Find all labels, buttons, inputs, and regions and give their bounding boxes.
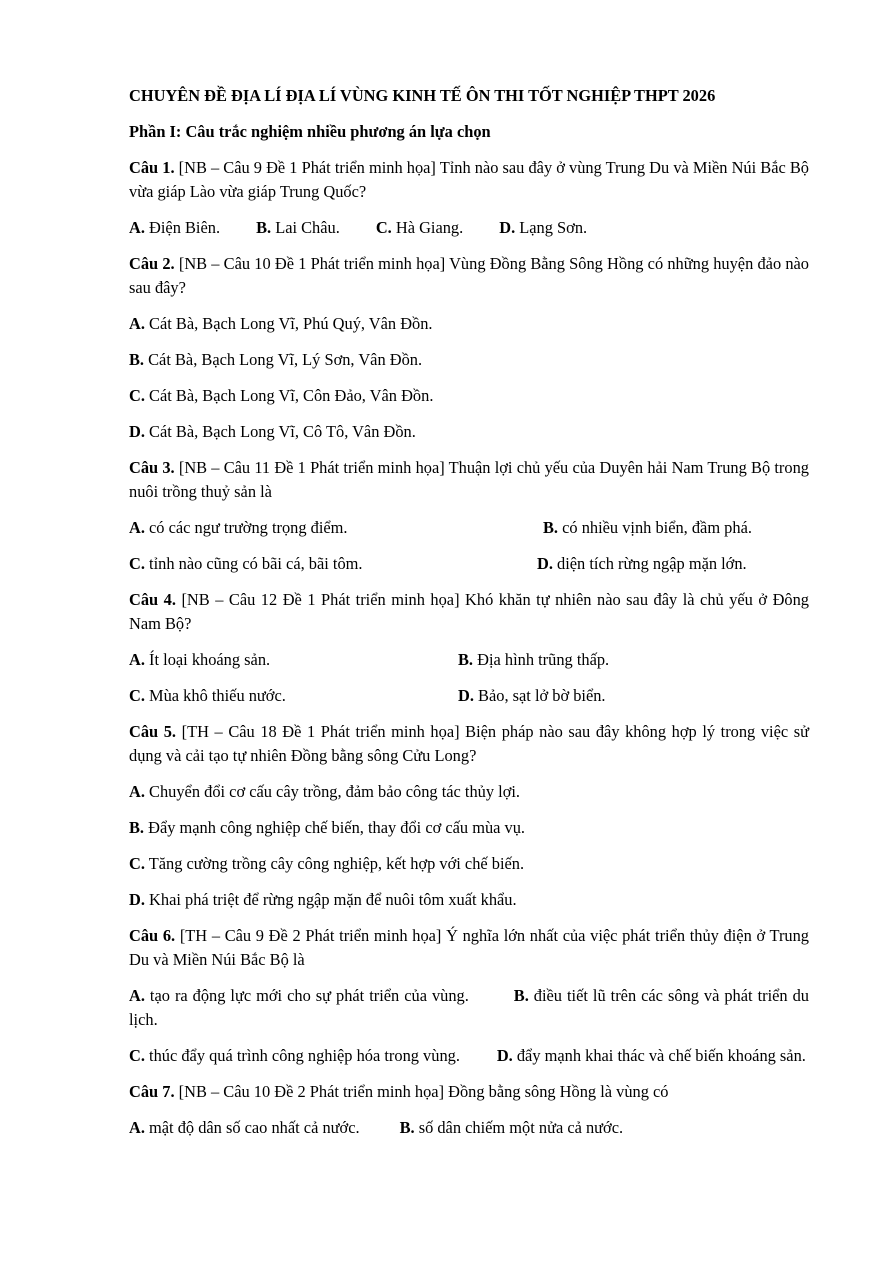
question-text: [NB – Câu 9 Đề 1 Phát triển minh họa] Tỉnh nào sau đây ở vùng Trung Du và Miền Núi Bắc Bộ vừa giáp Lào vừa giáp Trung Quốc?	[129, 158, 809, 201]
option-a: A. mật độ dân số cao nhất cả nước.	[129, 1118, 360, 1137]
question-label: Câu 6.	[129, 926, 176, 945]
question-5	[129, 720, 809, 768]
option-d: D. diện tích rừng ngập mặn lớn.	[537, 554, 747, 573]
option-b: B. có nhiều vịnh biển, đầm phá.	[543, 518, 752, 537]
question-text: [NB – Câu 10 Đề 2 Phát triển minh họa] Đồng bằng sông Hồng là vùng có	[174, 1082, 669, 1101]
question-6	[129, 924, 809, 972]
option-c: C. tỉnh nào cũng có bãi cá, bãi tôm.	[129, 554, 363, 573]
option-d: D. đẩy mạnh khai thác và chế biến khoáng sản.	[496, 1046, 806, 1065]
option-a: A. tạo ra động lực mới cho sự phát triển của vùng.	[129, 986, 469, 1005]
question-label: Câu 1.	[129, 158, 175, 177]
option-b: B. điều tiết lũ trên các sông và phát triển du lịch.	[129, 986, 809, 1029]
option-d: D. Lạng Sơn.	[499, 218, 588, 237]
option-c: C. thúc đẩy quá trình công nghiệp hóa trong vùng.	[129, 1046, 460, 1065]
option-a: A. Ít loại khoáng sản.	[129, 650, 271, 669]
options-row	[129, 516, 809, 540]
options-row	[129, 216, 809, 240]
options-row	[129, 684, 809, 708]
question-text: [NB – Câu 12 Đề 1 Phát triển minh họa] Khó khăn tự nhiên nào sau đây là chủ yếu ở Đông Nam Bộ?	[129, 590, 809, 633]
document-content	[129, 84, 809, 1152]
part-heading: Phần I: Câu trắc nghiệm nhiều phương án lựa chọn	[129, 122, 491, 141]
document-title: CHUYÊN ĐỀ ĐỊA LÍ ĐỊA LÍ VÙNG KINH TẾ ÔN THI TỐT NGHIỆP THPT 2026	[129, 86, 716, 105]
option-a: A. Cát Bà, Bạch Long Vĩ, Phú Quý, Vân Đồn.	[129, 314, 433, 333]
question-7	[129, 1080, 809, 1104]
question-1	[129, 156, 809, 204]
question-text: [NB – Câu 10 Đề 1 Phát triển minh họa] Vùng Đồng Bằng Sông Hồng có những huyện đảo nào sau đây?	[129, 254, 810, 297]
option-c: C. Mùa khô thiếu nước.	[129, 686, 286, 705]
option-a: A. Chuyển đổi cơ cấu cây trồng, đảm bảo công tác thủy lợi.	[129, 782, 521, 801]
question-label: Câu 4.	[129, 590, 176, 609]
question-text: [TH – Câu 18 Đề 1 Phát triển minh họa] Biện pháp nào sau đây không hợp lý trong việc sử dụng và cải tạo tự nhiên Đồng bằng sông Cửu Long?	[129, 722, 809, 765]
options-row	[129, 552, 809, 576]
option-b: B. Địa hình trũng thấp.	[458, 650, 610, 669]
question-label: Câu 7.	[129, 1082, 175, 1101]
option-c: C. Hà Giang.	[375, 218, 464, 237]
option-a: A. Điện Biên.	[129, 218, 221, 237]
option-b: B. số dân chiếm một nửa cả nước.	[399, 1118, 624, 1137]
options-row	[129, 1044, 809, 1068]
question-text: [TH – Câu 9 Đề 2 Phát triển minh họa] Ý nghĩa lớn nhất của việc phát triển thủy điện ở Trung Du và Miền Núi Bắc Bộ là	[129, 926, 810, 969]
option-d: D. Cát Bà, Bạch Long Vĩ, Cô Tô, Vân Đồn.	[129, 422, 416, 441]
question-text: [NB – Câu 11 Đề 1 Phát triển minh họa] Thuận lợi chủ yếu của Duyên hải Nam Trung Bộ trong nuôi trồng thuỷ sản là	[129, 458, 809, 501]
question-label: Câu 3.	[129, 458, 175, 477]
options-row	[129, 984, 809, 1032]
question-3	[129, 456, 809, 504]
option-d: D. Bảo, sạt lở bờ biển.	[458, 686, 606, 705]
question-label: Câu 2.	[129, 254, 175, 273]
question-4	[129, 588, 809, 636]
question-label: Câu 5.	[129, 722, 177, 741]
option-b: B. Đẩy mạnh công nghiệp chế biến, thay đổi cơ cấu mùa vụ.	[129, 818, 526, 837]
option-c: C. Tăng cường trồng cây công nghiệp, kết hợp với chế biến.	[129, 854, 525, 873]
option-c: C. Cát Bà, Bạch Long Vĩ, Côn Đảo, Vân Đồn.	[129, 386, 434, 405]
option-b: B. Lai Châu.	[256, 218, 340, 237]
option-b: B. Cát Bà, Bạch Long Vĩ, Lý Sơn, Vân Đồn.	[129, 350, 423, 369]
option-a: A. có các ngư trường trọng điểm.	[129, 518, 348, 537]
options-row	[129, 648, 809, 672]
options-row	[129, 1116, 809, 1140]
option-d: D. Khai phá triệt để rừng ngập mặn để nuôi tôm xuất khẩu.	[129, 890, 517, 909]
question-2	[129, 252, 809, 300]
